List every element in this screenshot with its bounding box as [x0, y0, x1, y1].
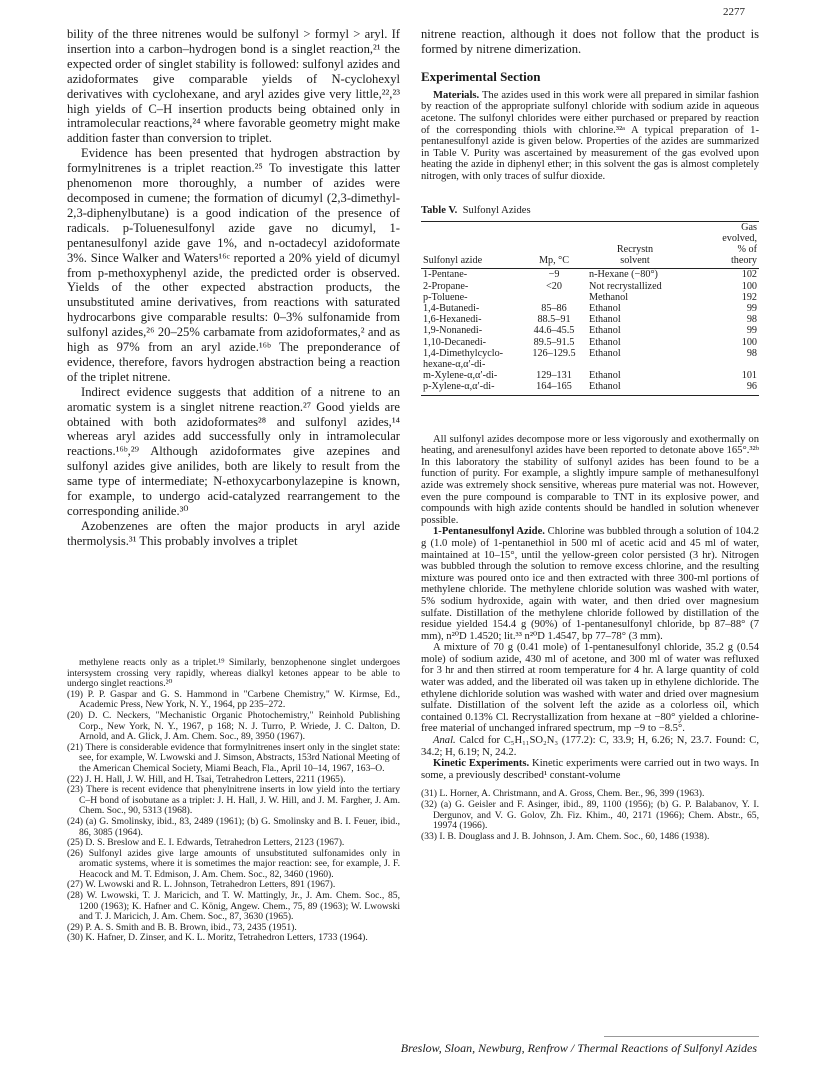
table-caption — [421, 205, 759, 216]
body-paragraph: Evidence has been presented that hydrogen abstraction by formylnitrenes is a triplet reaction.²⁵ To investigate this latter phenomenon more thoroughly, a number of azides were decomposed in cumene; the formation of dicumyl (2,3-dimethyl-2,3-diphenylbutane) is a good indication of the presence of radicals. p-Toluenesulfonyl azide gave no dicumyl, 1-pentanesulfonyl azide gave 1%, and n-octadecyl azidoformate 3%. Since Walker and Waters¹⁶ᶜ reported a 20% yield of dicumyl from p-methoxyphenyl azide, the predicted order is observed. Yields of the other expected abstraction products, the unsubstituted amine derivatives, from reactions with saturated hydrocarbons give comparable results: 0–3% sulfonamide from sulfonyl azides,²⁶ 20–25% carbamate from azidoformates,² and as high as 97% from an aryl azide.¹⁶ᵇ The preponderance of evidence, therefore, favors hydrogen abstraction being a reaction of the triplet nitrene. — [67, 146, 400, 384]
paragraph-text: Calcd for C₅H₁₁SO₂N₃ (177.2): C, 33.9; H, 6.26; N, 23.7. Found: C, 34.2; H, 6.19; N, 24.2. — [421, 735, 759, 758]
table-cell-mp: −9 — [548, 269, 560, 281]
table-row — [421, 325, 759, 336]
paragraph-text: Kinetic experiments were carried out in two ways. In some, a previously described¹ constant-volume — [421, 758, 759, 781]
table-row — [421, 292, 759, 303]
header-line: Gas — [741, 221, 757, 233]
column-header — [683, 221, 759, 269]
header-line: evolved, — [722, 232, 757, 244]
footnote: (30) K. Hafner, D. Zinser, and K. L. Moritz, Tetrahedron Letters, 1733 (1964). — [67, 932, 368, 944]
paragraph-text: The azides used in this work were all prepared in similar fashion by reaction of the appropriate sulfonyl chloride with sodium azide in aqueous acetone. The sulfonyl chlorides were either purchased or prepared by reaction of the corresponding thiols with chlorine.³²ᵃ A typical preparation of 1-pentanesulfonyl azide is given below. Properties of the azides are summarized in Table V. Purity was ascertained by measurement of the gas evolved upon heating the azide in diphenyl ether; in this solvent the gas is almost completely nitrogen, with only traces of sulfur dioxide. — [421, 89, 759, 182]
footnote: (23) There is recent evidence that phenylnitrene inserts in low yield into the tertiary C–H bond of isobutane as a triplet: J. H. Hall, J. W. Hill, and J. M. Fargher, J. Am. Chem. Soc., 90, 5313 (1968). — [67, 784, 400, 817]
column-header — [587, 221, 683, 269]
run-in-heading: Kinetic Experiments. — [433, 758, 530, 770]
table-row — [421, 370, 759, 381]
table-cell-gas: 98 — [746, 314, 757, 326]
table-cell-solvent: Ethanol — [589, 336, 621, 348]
footnote: (19) P. P. Gaspar and G. S. Hammond in "Carbene Chemistry," W. Kirmse, Ed., Academic Press, New York, N. Y., 1964, pp 235–272. — [67, 688, 400, 711]
header-line: solvent — [620, 255, 650, 267]
table-cell-mp — [521, 292, 587, 303]
footnote: (24) (a) G. Smolinsky, ibid., 83, 2489 (1961); (b) G. Smolinsky and B. I. Feuer, ibid., 86, 3085 (1964). — [67, 815, 400, 838]
table-cell-solvent: Ethanol — [587, 381, 683, 395]
footnote: (22) J. H. Hall, J. W. Hill, and H. Tsai, Tetrahedron Letters, 2211 (1965). — [67, 773, 346, 785]
table-cell-solvent: Ethanol — [589, 302, 621, 314]
body-paragraph: nitrene reaction, although it does not follow that the product is formed by nitrene dimerization. — [421, 27, 759, 56]
footnote: (25) D. S. Breslow and E. I. Edwards, Tetrahedron Letters, 2123 (1967). — [67, 837, 345, 849]
table-header-row — [421, 221, 759, 269]
footnote: (29) P. A. S. Smith and B. B. Brown, ibid., 73, 2435 (1951). — [67, 921, 297, 933]
kinetic-paragraph — [421, 758, 759, 781]
table-row — [421, 359, 759, 370]
table-row — [421, 281, 759, 292]
footer-rule — [604, 1036, 759, 1037]
table-row — [421, 381, 759, 395]
table-title: Sulfonyl Azides — [462, 204, 531, 216]
table-cell-solvent: Methanol — [589, 291, 629, 303]
right-column — [421, 27, 759, 842]
table-cell-gas: 100 — [741, 336, 757, 348]
header-line: theory — [730, 255, 757, 267]
table-cell-solvent: Ethanol — [589, 325, 621, 337]
table-cell-gas: 99 — [746, 325, 757, 337]
table-cell-gas: 101 — [741, 370, 757, 382]
footnote: (26) Sulfonyl azides give large amounts of unsubstituted sulfonamides only in aromatic systems, where it is sometimes the major reaction: see, for example, J. F. Heacock and M. T. Edmison, J. Am. Chem. Soc., 82, 3460 (1960). — [67, 847, 400, 880]
table-cell-gas: 96 — [683, 381, 759, 395]
table-cell-gas: 98 — [746, 347, 757, 359]
preparation-paragraph — [421, 526, 759, 642]
column-header: Mp, °C — [538, 255, 570, 267]
table-cell-azide: 1,4-Dimethylcyclo- — [423, 347, 504, 359]
left-column — [67, 27, 400, 549]
page-number: 2277 — [723, 6, 745, 18]
body-paragraph: Indirect evidence suggests that addition of a nitrene to an aromatic system is a singlet nitrene reaction.²⁷ Good yields are obtained with both azidoformates²⁸ and sulfonyl azides,¹⁴ whereas aryl azides add successfully only in intramolecular reactions.¹⁶ᵇ,²⁹ Although azidoformates give azepines and sulfonyl azides give anilides, both are likely to result from the same type of intermediate; N-ethoxycarbonylazepine is known, for example, to undergo acid-catalyzed rearrangement to the corresponding anilide.³⁰ — [67, 384, 400, 518]
table-cell-azide: 1,4-Butanedi- — [423, 302, 480, 314]
table-cell-azide: p-Xylene-α,α′-di- — [421, 381, 521, 395]
table-cell-mp: 164–165 — [521, 381, 587, 395]
header-line: Recrystn — [616, 243, 654, 255]
table-cell-azide: 1,9-Nonanedi- — [423, 325, 483, 337]
left-footnotes — [67, 658, 400, 944]
footnote: (28) W. Lwowski, T. J. Maricich, and T. W. Mattingly, Jr., J. Am. Chem. Soc., 85, 1200 (1963); K. Hafner and C. König, Angew. Chem., 75, 89 (1963); W. Lwowski and T. J. Maricich, J. Am. Chem. Soc., 87, 3630 (1965). — [67, 890, 400, 923]
header-line: % of — [737, 243, 757, 255]
materials-paragraph — [421, 90, 759, 183]
footnote: (33) I. B. Douglass and J. B. Johnson, J. Am. Chem. Soc., 60, 1486 (1938). — [421, 830, 710, 842]
table-cell-mp: 88.5–91 — [537, 314, 571, 326]
run-in-heading: Anal. — [433, 735, 456, 747]
analysis-paragraph — [421, 735, 759, 758]
table-body — [421, 269, 759, 395]
table-cell-gas: 102 — [741, 269, 757, 281]
table-row — [421, 314, 759, 325]
table-cell-solvent: Ethanol — [589, 314, 621, 326]
body-paragraph: Azobenzenes are often the major products in aryl azide thermolysis.³¹ This probably involves a triplet — [67, 518, 400, 548]
table-cell-mp — [521, 359, 587, 370]
running-footer: Breslow, Sloan, Newburg, Renfrow / Thermal Reactions of Sulfonyl Azides — [400, 1041, 757, 1055]
table-cell-gas — [683, 359, 759, 370]
table-cell-gas: 99 — [746, 302, 757, 314]
table-cell-solvent — [587, 359, 683, 370]
table-row — [421, 303, 759, 314]
table-row — [421, 348, 759, 359]
table-label: Table V. — [421, 204, 458, 216]
table-cell-mp: 126–129.5 — [532, 347, 576, 359]
table-cell-azide: p-Toluene- — [423, 291, 468, 303]
footnote: (20) D. C. Neckers, "Mechanistic Organic Photochemistry," Reinhold Publishing Corp., New York, N. Y., 1967, p 168; N. J. Turro, P. Wriede, J. C. Dalton, D. Arnold, and A. Glick, J. Am. Chem. Soc., 89, 3950 (1967). — [67, 709, 400, 743]
footnote: (27) W. Lwowski and R. L. Johnson, Tetrahedron Letters, 891 (1967). — [67, 879, 336, 891]
table-cell-gas: 192 — [741, 291, 757, 303]
sulfonyl-azides-table — [421, 221, 759, 396]
section-heading: Experimental Section — [421, 68, 541, 84]
footnote: (31) L. Horner, A. Christmann, and A. Gross, Chem. Ber., 96, 399 (1963). — [421, 788, 705, 800]
paragraph-text: Chlorine was bubbled through a solution of 104.2 g (1.0 mole) of 1-pentanethiol in 500 ml of acetic acid and 45 ml of water, maintained at 10–15°, until the yellow-green color persisted (3 hr). Nitrogen was bubbled through the solution to remove excess chlorine, and the resulting mixture was poured onto ice and then extracted with three 300-ml portions of methylene chloride. The methylene chloride solution was washed with water, 5% sodium hydroxide, again with water, and then dried over magnesium sulfate. Distillation of the methylene chloride followed by distillation of the residue yielded 154.4 g (90%) of 1-pentanesulfonyl chloride, bp 87–88° (7 mm), n²⁰D 1.4520; lit.³³ n²⁰D 1.4547, bp 77–78° (3 mm). — [421, 526, 759, 642]
table-cell-azide: 2-Propane- — [423, 280, 469, 292]
column-header: Sulfonyl azide — [423, 255, 483, 267]
preparation-paragraph: A mixture of 70 g (0.41 mole) of 1-pentanesulfonyl chloride, 35.2 g (0.54 mole) of sodium azide, 430 ml of acetone, and 300 ml of water was refluxed for 3 hr and then stirred at room temperature for 4 hr. A large quantity of cold water was added, and the liberated oil was taken up in ethylene dichloride. The ethylene dichloride solution was washed with water and dried over magnesium sulfate. Distillation of the solvent left the azide as a colorless oil, which contained 0.13% Cl. Recrystallization from hexane at −80° yielded a chlorine-free material of unchanged infrared spectrum, mp −9 to −8.5°. — [421, 642, 759, 735]
table-cell-solvent: Ethanol — [589, 347, 621, 359]
body-paragraph: bility of the three nitrenes would be sulfonyl > formyl > aryl. If insertion into a carbon–hydrogen bond is a singlet reaction,²¹ the expected order of singlet stability is followed: sulfonyl azides and azidoformates give comparable yields of N-cyclohexyl derivatives with cyclohexane, and aryl azides give very little,²²,²³ high yields of C–H insertion products being obtained only in intramolecular reactions,²⁴ where favorable geometry might make addition faster than conversion to triplet. — [67, 27, 400, 146]
table-cell-mp: 129–131 — [536, 370, 572, 382]
table-cell-mp: 44.6–45.5 — [533, 325, 575, 337]
table-cell-mp: <20 — [546, 280, 562, 292]
table-cell-solvent: n-Hexane (−80°) — [589, 269, 658, 281]
right-footnotes — [421, 789, 759, 842]
table-cell-mp: 85–86 — [541, 302, 567, 314]
table-cell-azide: 1-Pentane- — [423, 269, 468, 281]
table-cell-azide: m-Xylene-α,α′-di- — [423, 370, 498, 382]
table-row — [421, 269, 759, 281]
table-cell-mp: 89.5–91.5 — [533, 336, 575, 348]
table-cell-azide: 1,10-Decanedi- — [423, 336, 487, 348]
run-in-heading: Materials. — [433, 89, 480, 101]
table-cell-gas: 100 — [741, 280, 757, 292]
footnote: methylene reacts only as a triplet.¹⁹ Similarly, benzophenone singlet undergoes intersystem crossing very rapidly, whereas dialkyl ketones appear to be able to undergo singlet reactions.²⁰ — [67, 657, 400, 690]
run-in-heading: 1-Pentanesulfonyl Azide. — [433, 526, 545, 538]
footnote: (32) (a) G. Geisler and F. Asinger, ibid., 89, 1100 (1956); (b) G. P. Balabanov, Y. I. Dergunov, and V. G. Golov, Zh. Fiz. Khim., 40, 2171 (1966); Chem. Abstr., 65, 19974 (1966). — [421, 799, 759, 832]
table-cell-azide: hexane-α,α′-di- — [423, 359, 486, 370]
table-row — [421, 337, 759, 348]
table-cell-solvent: Ethanol — [589, 370, 621, 382]
footnote: (21) There is considerable evidence that formylnitrenes insert only in the singlet state: see, for example, W. Lwowski and J. Simson, Abstracts, 153rd National Meeting of the American Chemical Society, Miami Beach, Fla., April 10–14, 1967, 163–O. — [67, 741, 400, 774]
table-cell-azide: 1,6-Hexanedi- — [423, 314, 482, 326]
table-cell-solvent: Not recrystallized — [589, 280, 662, 292]
stability-paragraph: All sulfonyl azides decompose more or less vigorously and exothermally on heating, and arenesulfonyl azides have been reported to detonate above 165°.³²ᵇ In this laboratory the stability of sulfonyl azides has been found to be a function of purity. For example, a slightly impure sample of methanesulfonyl azide was extremely shock sensitive, whereas pure material was not. However, even the pure compound is comparable to TNT in its explosive power, and compounds with high azide contents should be handled in solution whenever possible. — [421, 433, 759, 526]
